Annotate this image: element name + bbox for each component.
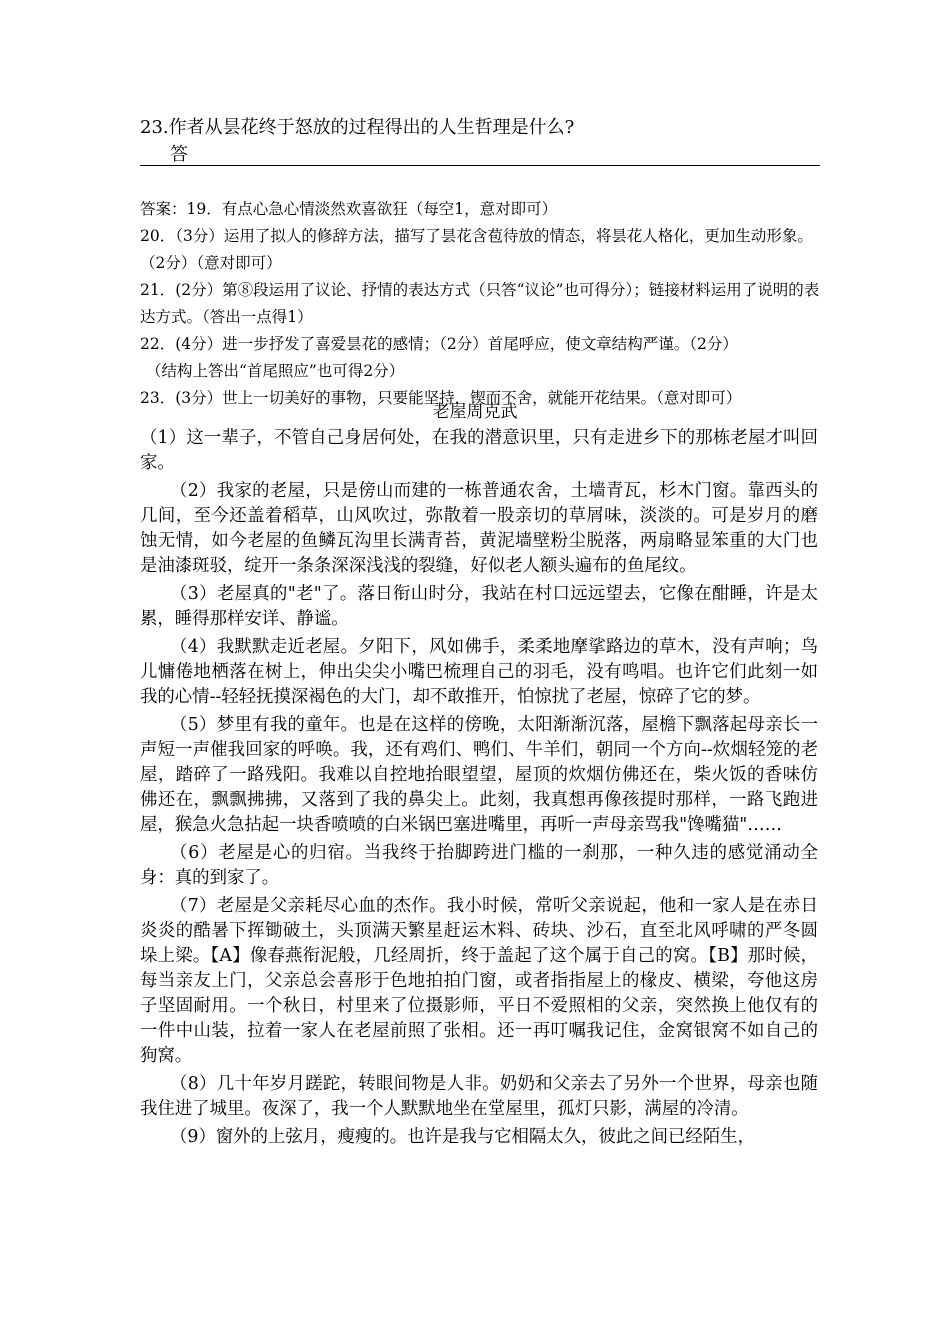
essay-title: 老屋周克武: [432, 402, 518, 422]
essay-body: [140, 426, 818, 1153]
essay-paragraph: （8）几十年岁月蹉跎，转眼间物是人非。奶奶和父亲去了另外一个世界，母亲也随我住进了城里。夜深了，我一个人默默地坐在堂屋里，孤灯只影，满屋的冷清。: [140, 1074, 818, 1119]
answer-line-20: 20．（3分）运用了拟人的修辞方法，描写了昙花含苞待放的情态，将昙花人格化，更加生动形象。（2分）（意对即可）: [140, 227, 813, 272]
essay-paragraph: （6）老屋是心的归宿。当我终于抬脚跨进门槛的一刹那，一种久违的感觉涌动全身：真的到家了。: [140, 843, 818, 888]
essay-paragraph: （9）窗外的上弦月，瘦瘦的。也许是我与它相隔太久，彼此之间已经陌生，: [170, 1127, 755, 1147]
answer-line-22: 22．(4分）进一步抒发了喜爱昙花的感情；（2分）首尾呼应，使文章结构严谨。（2分）: [140, 335, 738, 353]
answer-line-22-note: （结构上答出“首尾照应”也可得2分）: [146, 362, 405, 380]
answer-line-23: 23．(3分）世上一切美好的事物，只要能坚持，锲而不舍，就能开花结果。（意对即可）: [140, 389, 742, 407]
answer-line-21: 21．(2分）第⑧段运用了议论、抒情的表达方式（只答“议论”也可得分）；链接材料运用了说明的表达方式。（答出一点得1）: [140, 281, 820, 326]
answer-line: [140, 165, 820, 166]
essay-paragraph: （4）我默默走近老屋。夕阳下，风如佛手，柔柔地摩挲路边的草木，没有声响；鸟儿慵倦地栖落在树上，伸出尖尖小嘴巴梳理自己的羽毛，没有鸣唱。也许它们此刻一如我的心情--轻轻抚摸深褐色的大门，却不敢推开，怕惊扰了老屋，惊碎了它的梦。: [140, 637, 818, 707]
essay-paragraph: （5）梦里有我的童年。也是在这样的傍晚，太阳渐渐沉落，屋檐下飘落起母亲长一声短一声催我回家的呼唤。我，还有鸡们、鸭们、牛羊们，朝同一个方向--炊烟轻笼的老屋，踏碎了一路残阳。我难以自控地抬眼望望，屋顶的炊烟仿佛还在，柴火饭的香味仿佛还在，飘飘拂拂，又落到了我的鼻尖上。此刻，我真想再像孩提时那样，一路飞跑进屋，猴急火急拈起一块香喷喷的白米锅巴塞进嘴里，再听一声母亲骂我"馋嘴猫"……: [140, 715, 818, 835]
essay-paragraph: （7）老屋是父亲耗尽心血的杰作。我小时候，常听父亲说起，他和一家人是在赤日炎炎的酷暑下挥锄破土，头顶满天繁星赶运木料、砖块、沙石，直至北风呼啸的严冬圆垛上梁。【A】像春燕衔泥般，几经周折，终于盖起了这个属于自己的窝。【B】那时候，每当亲友上门，父亲总会喜形于色地拍拍门窗，或者指指屋上的椽皮、横梁，夸他这房子坚固耐用。一个秋日，村里来了位摄影师，平日不爱照相的父亲，突然换上他仅有的一件中山装，拉着一家人在老屋前照了张相。还一再叮嘱我记住，金窝银窝不如自己的狗窝。: [140, 896, 818, 1066]
answer-line-19: 答案：19．有点心急心情淡然欢喜欲狂（每空1，意对即可）: [140, 200, 558, 218]
essay-paragraph: （2）我家的老屋，只是傍山而建的一栋普通农舍，土墙青瓦，杉木门窗。靠西头的几间，至今还盖着稻草，山风吹过，弥散着一股亲切的草屑味，淡淡的。可是岁月的磨蚀无情，如今老屋的鱼鳞瓦沟里长满青苔，黄泥墙壁粉尘脱落，两扇略显笨重的大门也是油漆斑驳，绽开一条条深深浅浅的裂缝，好似老人额头遍布的鱼尾纹。: [140, 481, 818, 576]
question-23: 23.作者从昙花终于怒放的过程得出的人生哲理是什么?: [140, 117, 575, 138]
answer-prefix: 答: [170, 144, 188, 165]
essay-paragraph: （3）老屋真的"老"了。落日衔山时分，我站在村口远远望去，它像在酣睡，许是太累，睡得那样安详、静谧。: [140, 584, 818, 629]
essay-paragraph: （1）这一辈子，不管自己身居何处，在我的潜意识里，只有走进乡下的那栋老屋才叫回家。: [140, 428, 818, 473]
answer-key: [140, 196, 822, 412]
